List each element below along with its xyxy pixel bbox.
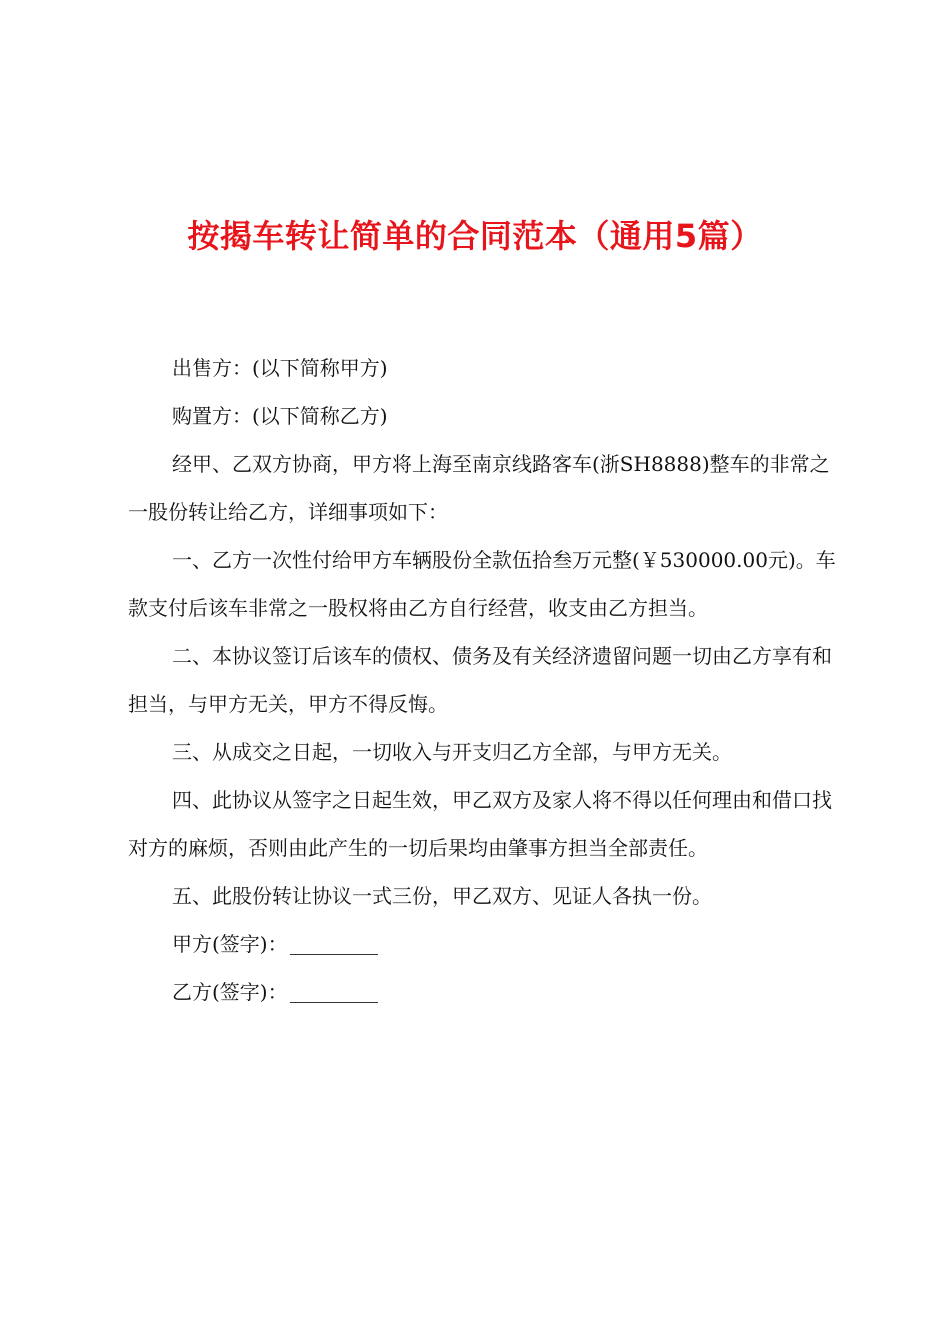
clause-3: 三、从成交之日起，一切收入与开支归乙方全部，与甲方无关。 [172,740,732,764]
seller-line: 出售方：(以下简称甲方) [172,356,388,380]
document-body [128,344,840,1016]
clause-4: 四、此协议从签字之日起生效，甲乙双方及家人将不得以任何理由和借口找对方的麻烦，否则由此产生的一切后果均由肇事方担当全部责任。 [128,788,832,860]
signature-party-a [128,920,840,968]
intro-paragraph: 经甲、乙双方协商，甲方将上海至南京线路客车(浙SH8888)整车的非常之一股份转让给乙方，详细事项如下： [128,452,830,524]
document-title: 按揭车转让简单的合同范本（通用5篇） [187,217,763,255]
clause-2: 二、本协议签订后该车的债权、债务及有关经济遗留问题一切由乙方享有和担当，与甲方无关，甲方不得反悔。 [128,644,832,716]
party-b-label: 乙方(签字)： [172,980,288,1004]
signature-party-b [128,968,840,1016]
party-a-label: 甲方(签字)： [172,932,288,956]
clause-5: 五、此股份转让协议一式三份，甲乙双方、见证人各执一份。 [172,884,712,908]
clause-1: 一、乙方一次性付给甲方车辆股份全款伍拾叁万元整(￥530000.00元)。车款支付后该车非常之一股权将由乙方自行经营，收支由乙方担当。 [128,548,836,620]
party-b-signature-line [290,976,378,1003]
buyer-line: 购置方：(以下简称乙方) [172,404,388,428]
party-a-signature-line [290,928,378,955]
